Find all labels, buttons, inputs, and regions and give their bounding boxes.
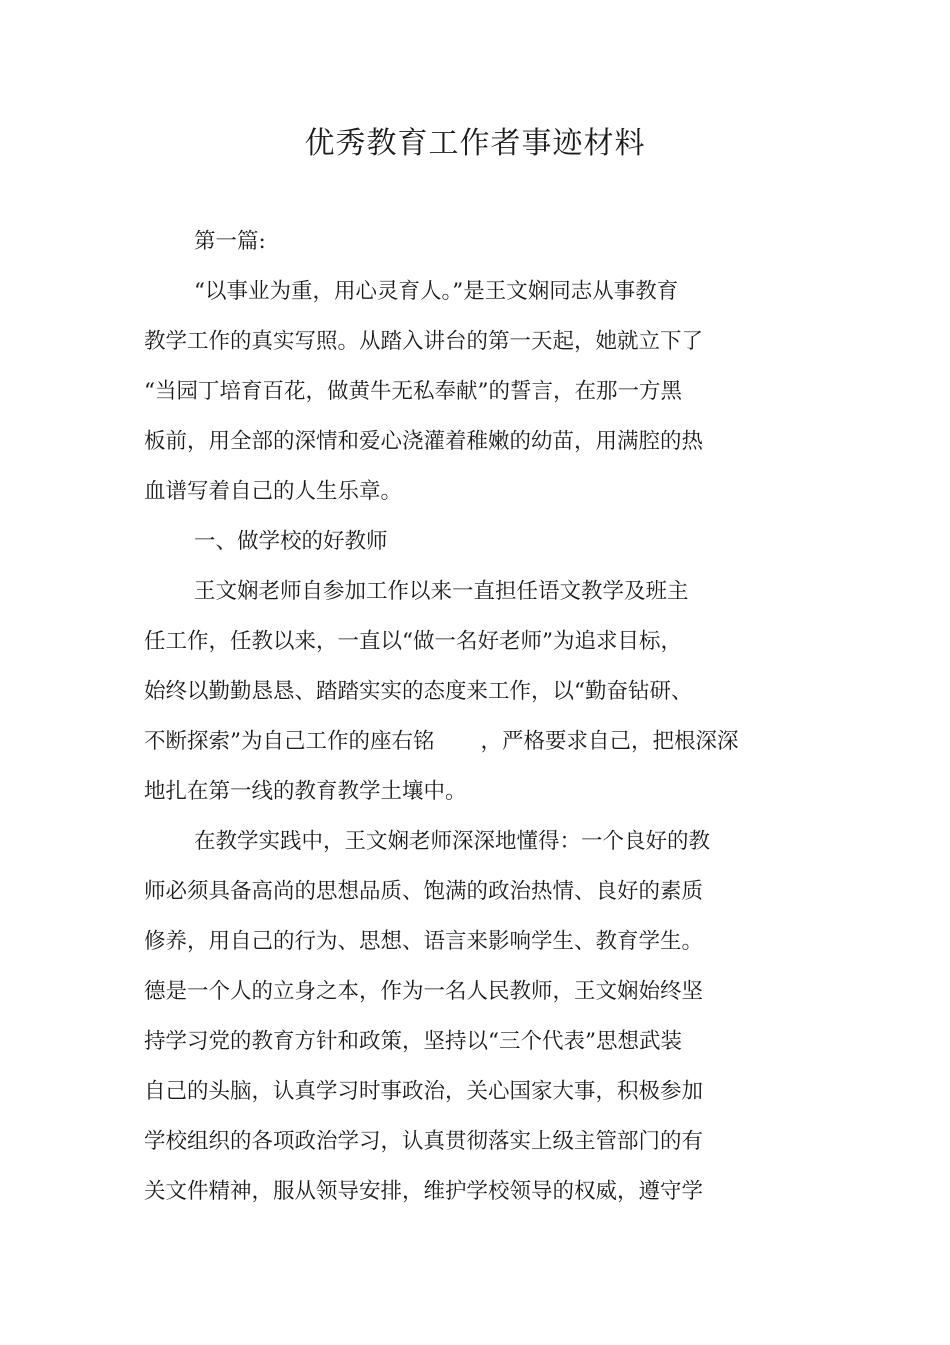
line-segment: 不断探索”为自己工作的座右铭 [144, 729, 435, 754]
subsection-heading: 一、做学校的好教师 [194, 529, 388, 554]
paragraph-line: 教学工作的真实写照。从踏入讲台的第一天起，她就立下了 [144, 329, 704, 354]
paragraph-line: 血谱写着自己的人生乐章。 [144, 479, 403, 504]
paragraph-line: “当园丁培育百花，做黄牛无私奉献”的誓言，在那一方黑 [144, 379, 682, 404]
document-title: 优秀教育工作者事迹材料 [304, 126, 646, 161]
paragraph-line: 始终以勤勤恳恳、踏踏实实的态度来工作，以“勤奋钻研、 [144, 679, 693, 704]
paragraph-line: 德是一个人的立身之本，作为一名人民教师，王文娴始终坚 [144, 979, 704, 1004]
line-segment: ，严格要求自己，把根深深 [480, 729, 739, 754]
paragraph-line: 修养，用自己的行为、思想、语言来影响学生、教育学生。 [144, 929, 704, 954]
paragraph-line [144, 727, 739, 757]
paragraph-line: 王文娴老师自参加工作以来一直担任语文教学及班主 [194, 579, 689, 604]
paragraph-line: 学校组织的各项政治学习，认真贯彻落实上级主管部门的有 [144, 1129, 704, 1154]
section-heading: 第一篇: [194, 229, 266, 254]
paragraph-line: 任工作，任教以来，一直以“做一名好老师”为追求目标， [144, 629, 682, 654]
paragraph-line: 持学习党的教育方针和政策，坚持以“三个代表”思想武装 [144, 1029, 682, 1054]
paragraph-line: 板前，用全部的深情和爱心浇灌着稚嫩的幼苗，用满腔的热 [144, 429, 704, 454]
paragraph-line: 师必须具备高尚的思想品质、饱满的政治热情、良好的素质 [144, 879, 704, 904]
paragraph-line: “以事业为重，用心灵育人。”是王文娴同志从事教育 [194, 279, 679, 304]
paragraph-line: 自己的头脑，认真学习时事政治，关心国家大事，积极参加 [144, 1079, 704, 1104]
paragraph-line: 在教学实践中，王文娴老师深深地懂得：一个良好的教 [194, 829, 711, 854]
paragraph-line: 地扎在第一线的教育教学土壤中。 [144, 779, 467, 804]
paragraph-line: 关文件精神，服从领导安排，维护学校领导的权威，遵守学 [144, 1179, 704, 1204]
